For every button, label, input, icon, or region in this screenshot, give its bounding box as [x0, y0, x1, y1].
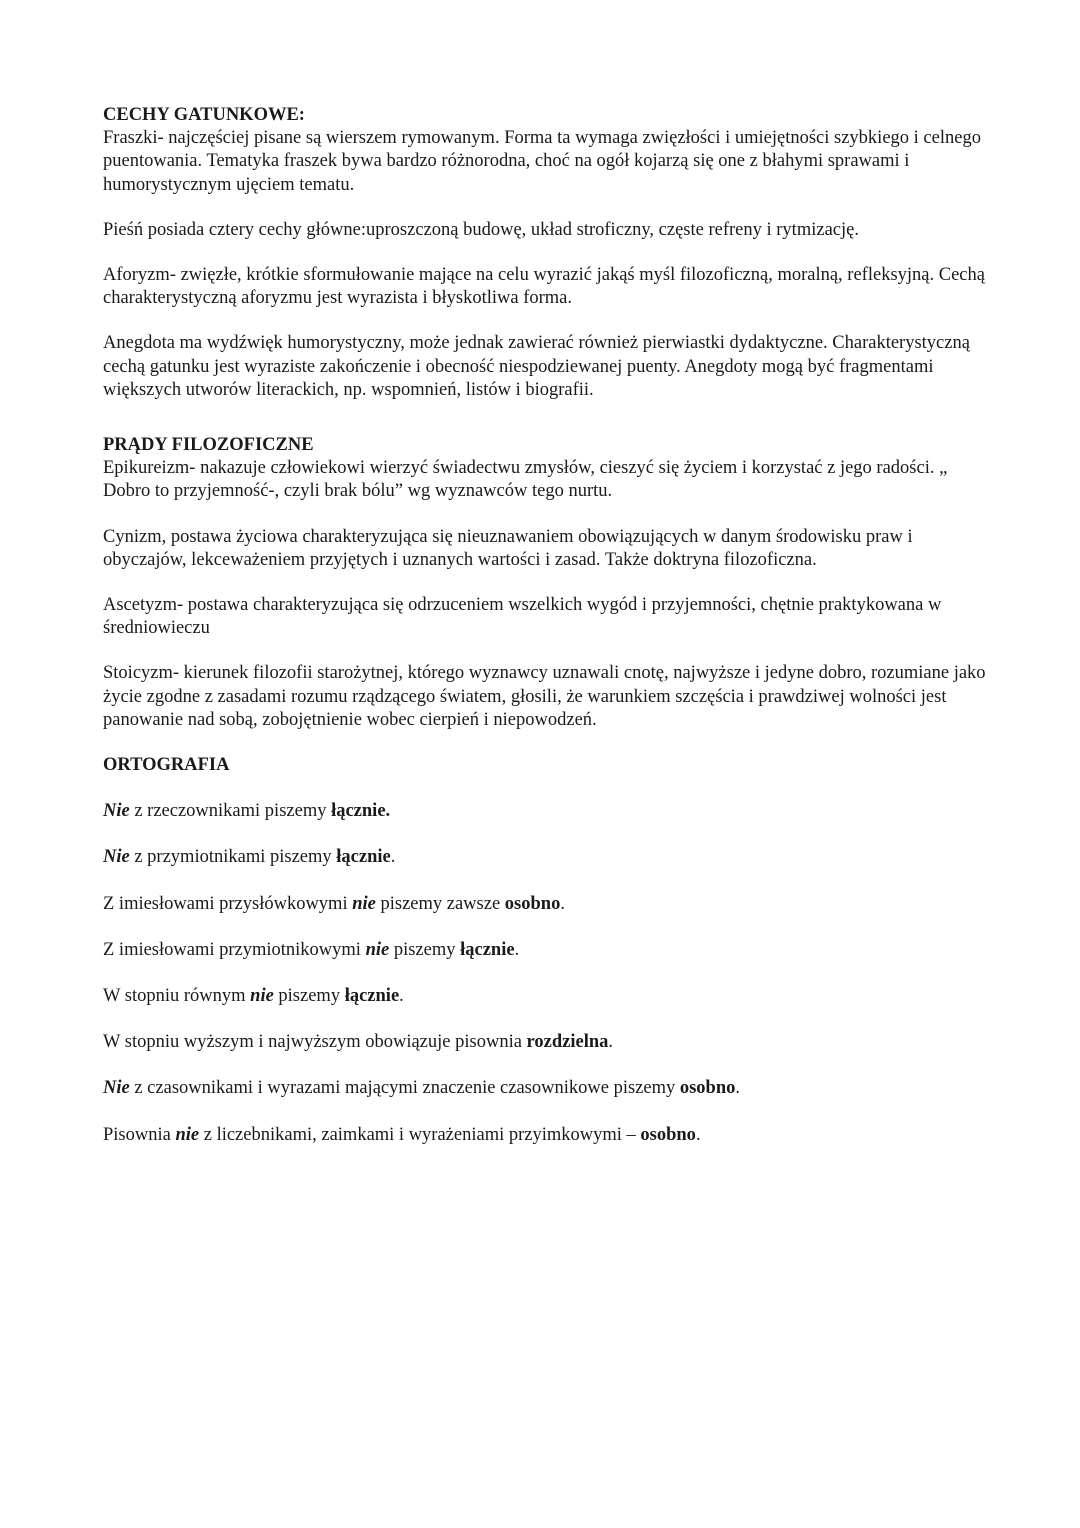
paragraph-aforyzm: Aforyzm- zwięzłe, krótkie sformułowanie mające na celu wyrazić jakąś myśl filozoficzną, moralną, refleksyjną. Cechą charakterystyczną aforyzmu jest wyrazista i błyskotliwa forma.: [103, 265, 985, 309]
ortografia-rule-stopien-rowny: W stopniu równym nie piszemy łącznie.: [103, 986, 404, 1007]
paragraph-cynizm: Cynizm, postawa życiowa charakteryzująca się nieuznawaniem obowiązujących w danym środowisku praw i obyczajów, lekceważeniem przyjętych i uznanych wartości i zasad. Także doktryna filozoficzna.: [103, 526, 913, 570]
section-title-ortografia: ORTOGRAFIA: [103, 755, 230, 776]
section-title-prady: PRĄDY FILOZOFICZNE: [103, 435, 314, 456]
ortografia-rule-czasowniki: Nie z czasownikami i wyrazami mającymi znaczenie czasownikowe piszemy osobno.: [103, 1078, 741, 1099]
ortografia-rule-liczebniki: Pisownia nie z liczebnikami, zaimkami i wyrażeniami przyimkowymi – osobno.: [103, 1124, 701, 1145]
ortografia-rule-przymiotniki: Nie z przymiotnikami piszemy łącznie.: [103, 847, 396, 868]
paragraph-epikureizm: Epikureizm- nakazuje człowiekowi wierzyć świadectwu zmysłów, cieszyć się życiem i korzystać z jego radości. „ Dobro to przyjemność-, czyli brak bólu” wg wyznawców tego nurtu.: [103, 458, 948, 502]
paragraph-stoicyzm: Stoicyzm- kierunek filozofii starożytnej, którego wyznawcy uznawali cnotę, najwyższe i jedyne dobro, rozumiane jako życie zgodne z zasadami rozumu rządzącego światem, głosili, że warunkiem szczęścia i prawdziwej wolności jest panowanie nad sobą, zobojętnienie wobec cierpień i niepowodzeń.: [103, 663, 986, 730]
paragraph-anegdota: Anegdota ma wydźwięk humorystyczny, może jednak zawierać również pierwiastki dydaktyczne. Charakterystyczną cechą gatunku jest wyraziste zakończenie i obecność niespodziewanej puenty. Anegdoty mogą być fragmentami większych utworów literackich, np. wspomnień, listów i biografii.: [103, 333, 970, 400]
ortografia-rule-stopien-wyzszy: W stopniu wyższym i najwyższym obowiązuje pisownia rozdzielna.: [103, 1032, 614, 1053]
document-page: [103, 104, 993, 1147]
ortografia-rule-rzeczowniki: Nie z rzeczownikami piszemy łącznie.: [103, 801, 391, 822]
paragraph-ascetyzm: Ascetyzm- postawa charakteryzująca się odrzuceniem wszelkich wygód i przyjemności, chętnie praktykowana w średniowieczu: [103, 595, 942, 639]
ortografia-rule-imieslowy-przymiotnikowe: Z imiesłowami przymiotnikowymi nie piszemy łącznie.: [103, 939, 520, 960]
paragraph-piesn: Pieśń posiada cztery cechy główne:uproszczoną budowę, układ stroficzny, częste refreny i rytmizację.: [103, 219, 859, 240]
paragraph-fraszki: Fraszki- najczęściej pisane są wierszem rymowanym. Forma ta wymaga zwięzłości i umiejętności szybkiego i celnego puentowania. Tematyka fraszek bywa bardzo różnorodna, choć na ogół kojarzą się one z błahymi sprawami i humorystycznym ujęciem tematu.: [103, 128, 981, 195]
ortografia-rule-imieslowy-przyslowkowe: Z imiesłowami przysłówkowymi nie piszemy zawsze osobno.: [103, 893, 565, 914]
section-title-cechy: CECHY GATUNKOWE:: [103, 105, 305, 125]
